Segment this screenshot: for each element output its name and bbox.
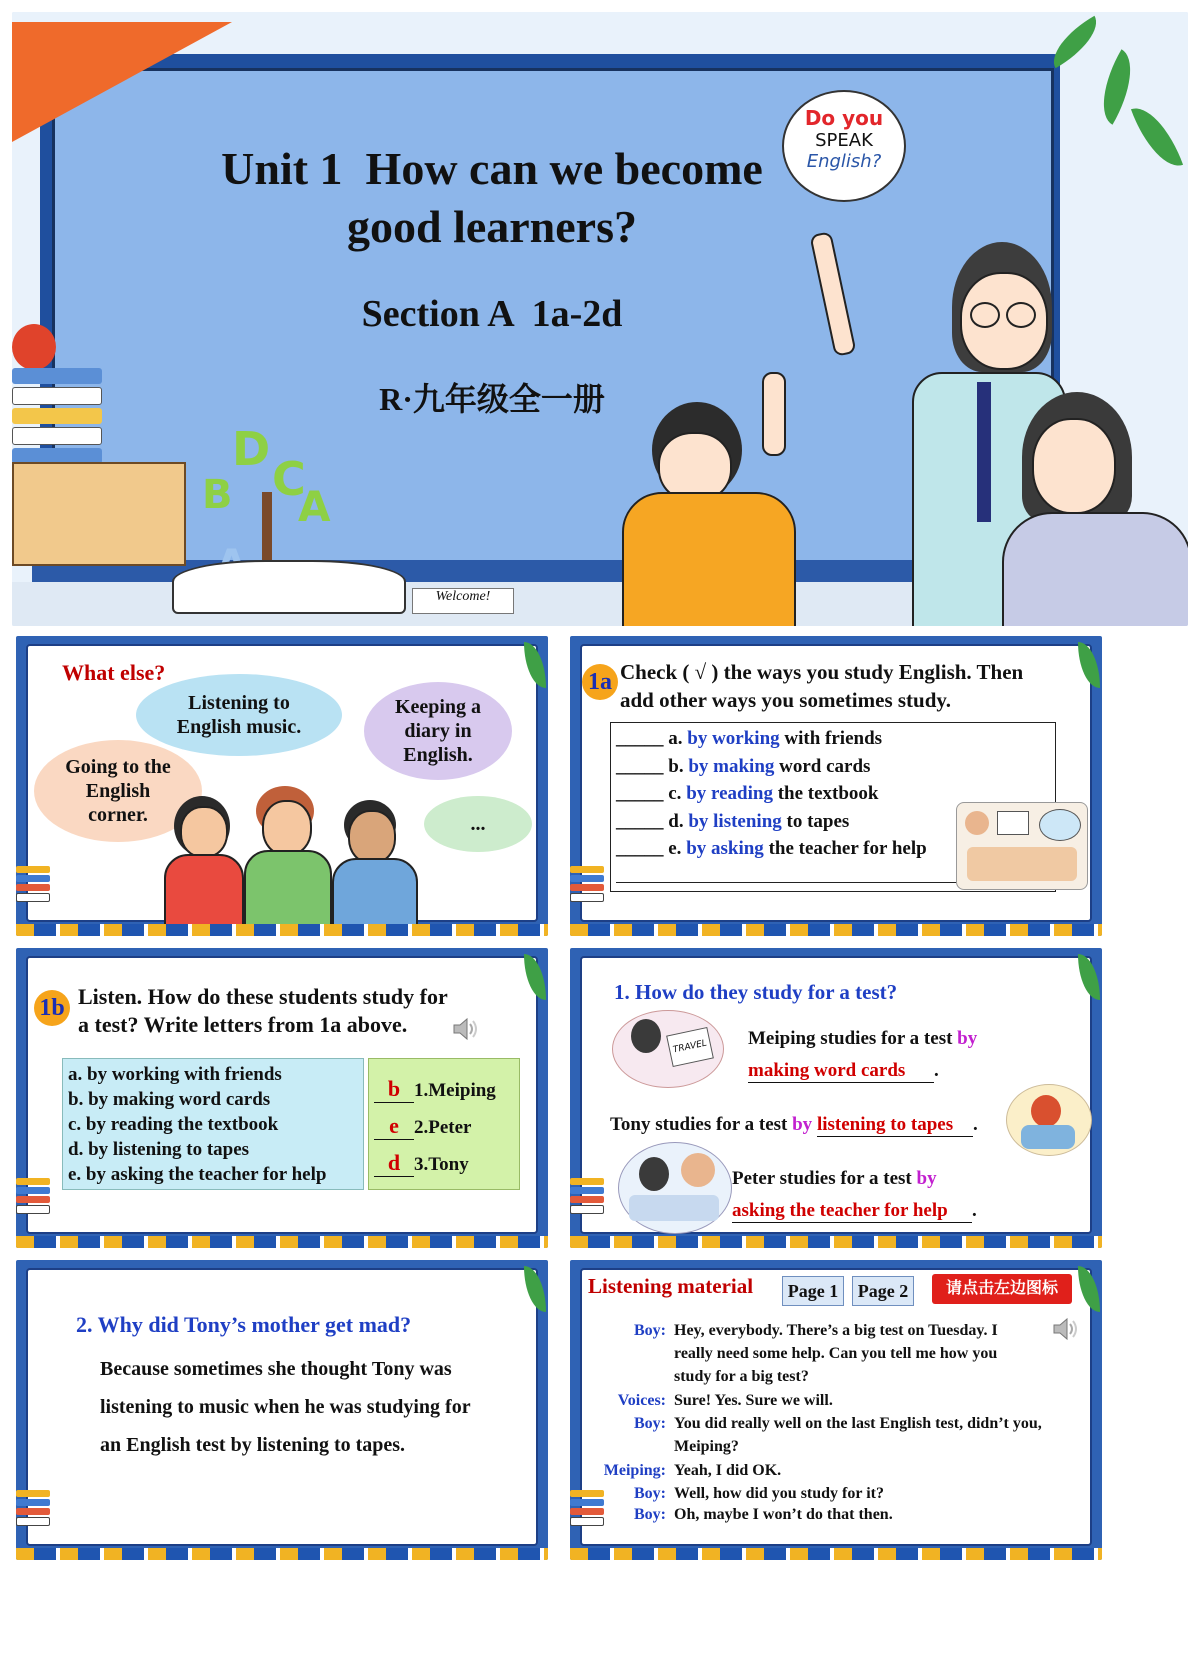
- slide-q2: [16, 1260, 548, 1560]
- q2-answer-line1: Because sometimes she thought Tony was: [100, 1358, 452, 1380]
- cover-grade: R·九年级全一册: [379, 381, 605, 417]
- dialogue-speaker: Boy:: [634, 1322, 666, 1339]
- page1-button[interactable]: Page 1: [782, 1276, 844, 1306]
- peter-answer: asking the teacher for help: [732, 1200, 972, 1223]
- way-by: by working: [687, 728, 780, 749]
- way-blank: _____: [616, 811, 664, 832]
- dialogue-text: really need some help. Can you tell me how you: [674, 1345, 998, 1362]
- dialogue-speaker: Boy:: [634, 1415, 666, 1432]
- listening-title: Listening material: [588, 1274, 754, 1298]
- instruction-1a-line2: add other ways you sometimes study.: [620, 688, 951, 712]
- slide-footer-stripe: [570, 1548, 1102, 1560]
- answer-name: 2.Peter: [414, 1117, 472, 1138]
- letter-a: A: [298, 482, 331, 531]
- tony-prefix: Tony studies for a test: [610, 1114, 788, 1135]
- way-by: by reading: [686, 783, 773, 804]
- dialogue-text: Meiping?: [674, 1438, 739, 1455]
- slide-footer-stripe: [570, 924, 1102, 936]
- way-by: by listening: [688, 811, 782, 832]
- way-letter: b.: [668, 756, 684, 777]
- tony-illustration: [1006, 1084, 1092, 1156]
- slide-footer-stripe: [16, 924, 548, 936]
- q2-answer-line2: listening to music when he was studying for: [100, 1396, 471, 1418]
- meiping-illustration: [612, 1010, 724, 1088]
- slide-listening-material: [570, 1260, 1102, 1560]
- way-item-b: [616, 756, 870, 778]
- badge-line3: English?: [806, 151, 882, 172]
- travel-card-label: TRAVEL: [672, 1038, 708, 1056]
- way-blank: _____: [616, 728, 664, 749]
- slide-listening-content: [580, 1268, 1092, 1546]
- cover-slide: [12, 12, 1188, 626]
- open-book: [172, 560, 406, 614]
- letter-d: D: [232, 422, 271, 476]
- answer-peter: [374, 1113, 471, 1140]
- speaker-icon[interactable]: [452, 1016, 480, 1042]
- bubble-english-corner: Going to the English corner.: [34, 740, 202, 842]
- students-illustration: [164, 786, 414, 924]
- way-item-d: [616, 811, 849, 833]
- slide-footer-stripe: [16, 1236, 548, 1248]
- dialogue-speaker: Boy:: [634, 1506, 666, 1523]
- way-letter: a.: [668, 728, 683, 749]
- book-stack-icon: [570, 1490, 604, 1528]
- way-item-c: [616, 783, 879, 805]
- way-item-e: [616, 838, 927, 860]
- meiping-answer-line: [748, 1060, 939, 1083]
- cover-title-line1: Unit 1 How can we become: [221, 143, 763, 194]
- click-icon-hint: 请点击左边图标: [932, 1274, 1072, 1304]
- orange-corner: [12, 22, 232, 142]
- tony-sentence: [610, 1114, 978, 1137]
- what-else-title: What else?: [62, 660, 166, 685]
- q2-question: 2. Why did Tony’s mother get mad?: [76, 1312, 412, 1337]
- answer-tony: [374, 1150, 469, 1177]
- badge-line1: Do you: [804, 106, 884, 130]
- way-rest: to tapes: [786, 811, 850, 832]
- welcome-text: Welcome!: [435, 589, 491, 604]
- instruction-1b-line2: a test? Write letters from 1a above.: [78, 1012, 408, 1037]
- answer-name: 3.Tony: [414, 1154, 469, 1175]
- dialogue-text: Hey, everybody. There’s a big test on Tuesday. I: [674, 1322, 998, 1339]
- slide-what-else: [16, 636, 548, 936]
- cover-title-line2: good learners?: [346, 201, 637, 252]
- girl-figure: [1002, 392, 1188, 626]
- slide-1a: [570, 636, 1102, 936]
- way-item-a: [616, 728, 882, 750]
- option-c: c. by reading the textbook: [68, 1114, 279, 1135]
- dialogue-text: Yeah, I did OK.: [674, 1462, 782, 1479]
- letter-c: C: [272, 452, 306, 506]
- peter-sentence: [732, 1168, 937, 1190]
- book-stack-icon: [570, 866, 604, 904]
- slide-footer-stripe: [570, 1236, 1102, 1248]
- slide-q2-content: [26, 1268, 538, 1546]
- dialogue-text: Oh, maybe I won’t do that then.: [674, 1506, 893, 1523]
- bubble-ellipsis: ...: [424, 796, 532, 852]
- slide-q1: [570, 948, 1102, 1248]
- peter-by: by: [916, 1168, 937, 1189]
- option-a: a. by working with friends: [68, 1064, 282, 1085]
- q1-question: 1. How do they study for a test?: [614, 980, 898, 1004]
- dialogue-speaker: Boy:: [634, 1485, 666, 1502]
- dialogue-speaker: Meiping:: [603, 1462, 666, 1479]
- answer-name: 1.Meiping: [414, 1080, 496, 1101]
- slide-1b-content: [26, 956, 538, 1234]
- tag-1b: 1b: [34, 990, 70, 1026]
- way-rest: the textbook: [777, 783, 879, 804]
- tag-1a: 1a: [582, 664, 618, 700]
- option-b: b. by making word cards: [68, 1089, 271, 1110]
- instruction-1a-line1: Check ( √ ) the ways you study English. Then: [620, 660, 1024, 684]
- dialogue-text: You did really well on the last English test, didn’t you,: [674, 1415, 1042, 1432]
- dialogue-text: Well, how did you study for it?: [674, 1485, 884, 1502]
- welcome-sign: [412, 588, 514, 614]
- meiping-answer: making word cards: [748, 1060, 934, 1083]
- dialogue-text: Sure! Yes. Sure we will.: [674, 1392, 833, 1409]
- page2-button[interactable]: Page 2: [852, 1276, 914, 1306]
- slide-1a-content: [580, 644, 1092, 922]
- answer-meiping: [374, 1076, 496, 1103]
- way-letter: e.: [668, 838, 682, 859]
- letter-b: B: [202, 472, 233, 518]
- slide-footer-stripe: [16, 1548, 548, 1560]
- slide-1b: [16, 948, 548, 1248]
- book-stack-icon: [570, 1178, 604, 1216]
- way-rest: the teacher for help: [768, 838, 927, 859]
- tony-answer: listening to tapes: [817, 1114, 973, 1137]
- way-blank: _____: [616, 756, 664, 777]
- period: .: [972, 1114, 978, 1135]
- way-rest: word cards: [779, 756, 871, 777]
- meiping-prefix: Meiping studies for a test: [748, 1028, 953, 1049]
- desk-left: [12, 462, 186, 566]
- option-e: e. by asking the teacher for help: [68, 1164, 327, 1185]
- way-blank: _____: [616, 838, 664, 859]
- way-rest: with friends: [784, 728, 883, 749]
- answer-letter: e: [374, 1113, 414, 1140]
- slide-what-else-content: [26, 644, 538, 922]
- option-d: d. by listening to tapes: [68, 1139, 250, 1160]
- way-letter: d.: [668, 811, 684, 832]
- period: .: [934, 1060, 939, 1081]
- peter-prefix: Peter studies for a test: [732, 1168, 912, 1189]
- way-by: by asking: [686, 838, 764, 859]
- meiping-by: by: [957, 1028, 978, 1049]
- way-by: by making: [688, 756, 775, 777]
- book-stack-icon: [16, 1490, 50, 1528]
- slide-q1-content: [580, 956, 1092, 1234]
- bubble-listening-music: Listening to English music.: [136, 674, 342, 756]
- answer-letter: b: [374, 1076, 414, 1103]
- apple-icon: [12, 324, 56, 370]
- meiping-sentence: [748, 1028, 977, 1050]
- bubble-keeping-diary: Keeping a diary in English.: [364, 682, 512, 780]
- period: .: [972, 1200, 977, 1221]
- dialogue-text: study for a big test?: [674, 1368, 809, 1385]
- speak-english-badge: [782, 90, 906, 202]
- boy-figure: [622, 372, 822, 626]
- tony-by: by: [792, 1114, 813, 1135]
- dialogue-speaker: Voices:: [617, 1392, 666, 1409]
- book-stack-icon: [16, 866, 50, 904]
- q2-answer-line3: an English test by listening to tapes.: [100, 1434, 406, 1456]
- cover-section: Section A 1a-2d: [361, 293, 623, 335]
- study-ways-illustration: [956, 802, 1088, 890]
- book-stack-icon: [16, 1178, 50, 1216]
- speaker-icon[interactable]: [1052, 1316, 1080, 1342]
- badge-line2: SPEAK: [815, 130, 873, 151]
- way-blank: _____: [616, 783, 664, 804]
- way-letter: c.: [668, 783, 682, 804]
- peter-answer-line: [732, 1200, 977, 1223]
- peter-illustration: [618, 1142, 732, 1234]
- instruction-1b-line1: Listen. How do these students study for: [78, 984, 448, 1009]
- answer-letter: d: [374, 1150, 414, 1177]
